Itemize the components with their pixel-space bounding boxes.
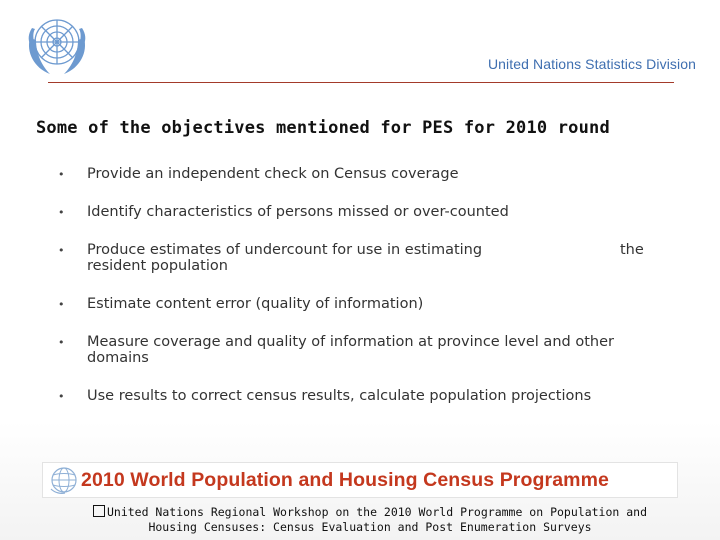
globe-icon <box>49 465 79 495</box>
footer-line-2: Housing Censuses: Census Evaluation and Post Enumeration Surveys <box>148 520 592 534</box>
checkbox-glyph-icon <box>93 505 105 517</box>
bullet-item: Produce estimates of undercount for use in estimating resident population <box>87 242 483 274</box>
bullet-item-trailing-word: the <box>620 242 644 258</box>
bullet-marker: • <box>58 336 65 349</box>
bullet-item: Provide an independent check on Census coverage <box>87 166 459 182</box>
bullet-item: Identify characteristics of persons missed or over-counted <box>87 204 509 220</box>
bullet-marker: • <box>58 390 65 403</box>
footer-line-1 <box>60 505 680 520</box>
banner-title: 2010 World Population and Housing Census Programme <box>81 469 609 491</box>
footer-text-1: United Nations Regional Workshop on the 2010 World Programme on Population and <box>106 505 648 519</box>
bullet-item: Estimate content error (quality of information) <box>87 296 424 312</box>
census-programme-banner <box>42 462 678 498</box>
bullet-item: Use results to correct census results, calculate population projections <box>87 388 592 404</box>
division-name: United Nations Statistics Division <box>487 56 696 72</box>
header-divider <box>48 82 674 83</box>
bullet-item: Measure coverage and quality of information at province level and other domains <box>87 334 614 366</box>
un-emblem-icon <box>20 8 94 82</box>
footer <box>60 505 680 535</box>
bullet-marker: • <box>58 244 65 257</box>
bullet-marker: • <box>58 168 65 181</box>
slide-title: Some of the objectives mentioned for PES for 2010 round <box>36 118 610 138</box>
bullet-marker: • <box>58 206 65 219</box>
bullet-marker: • <box>58 298 65 311</box>
